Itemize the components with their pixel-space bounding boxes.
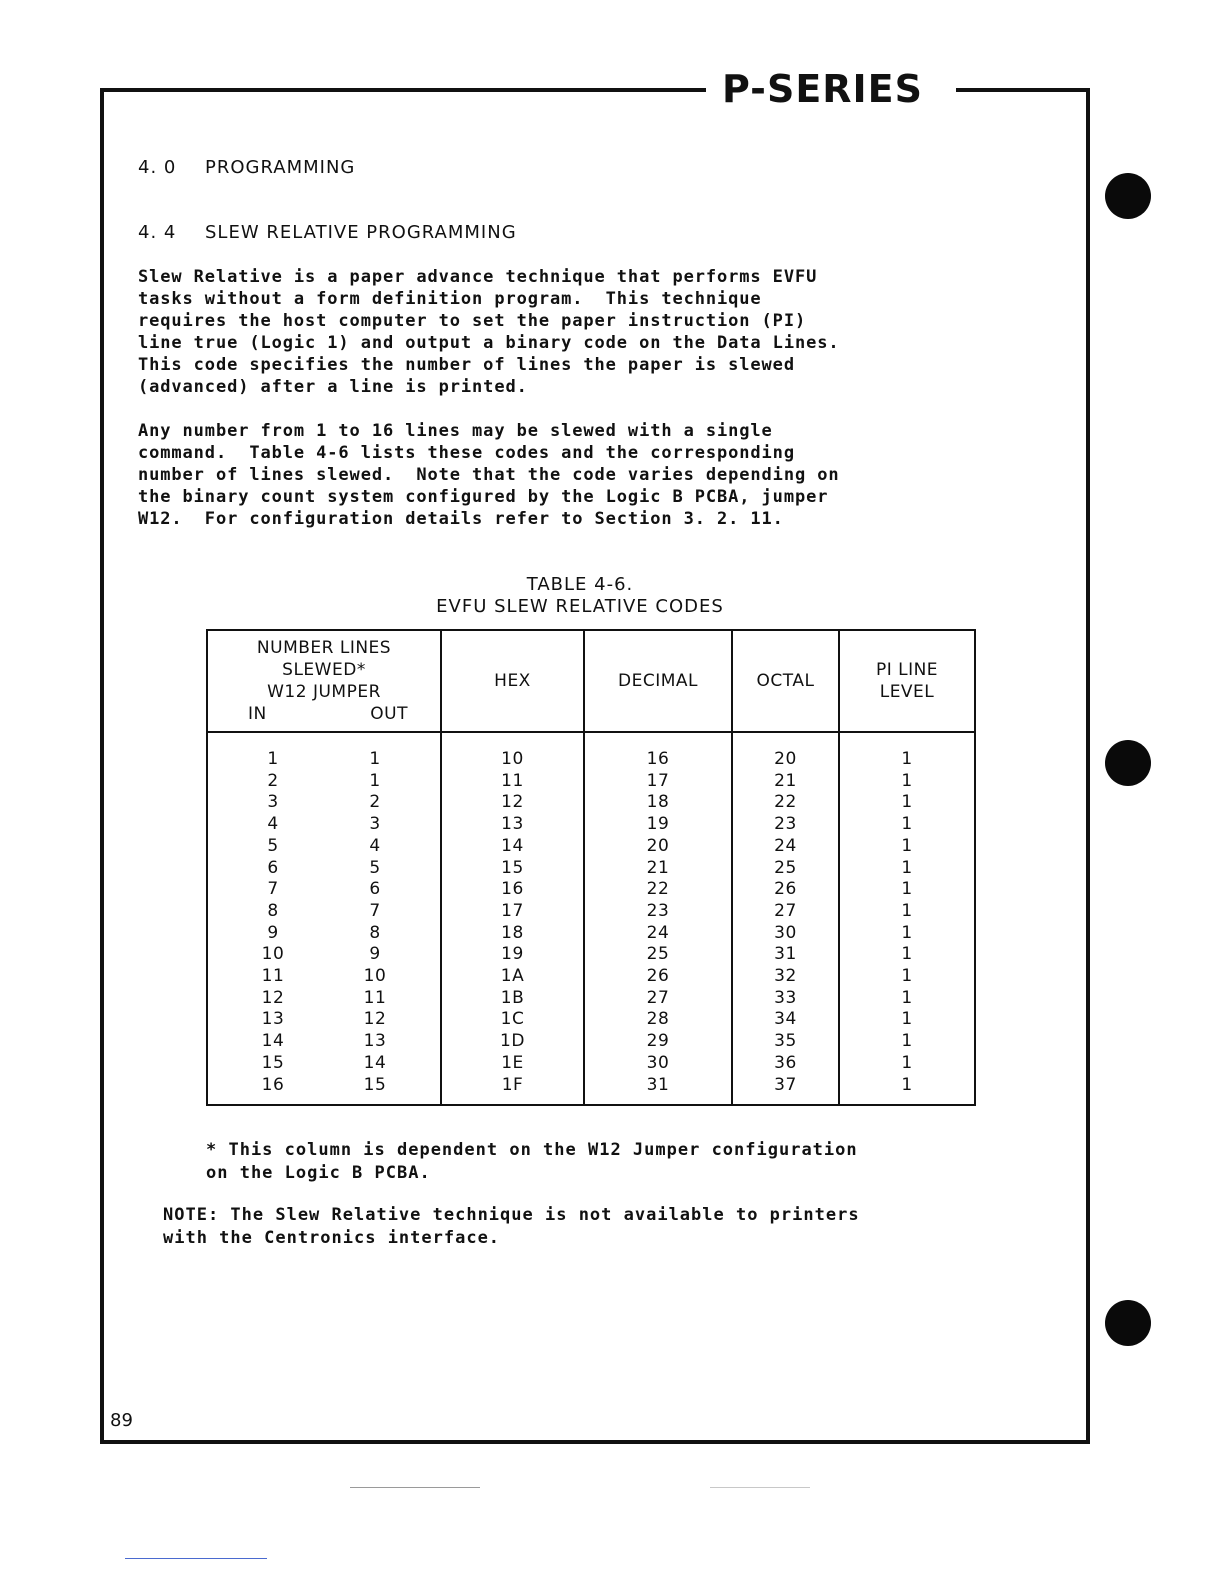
header-text: PI LINE [875, 660, 939, 680]
paragraph-intro [138, 266, 1018, 398]
table-cell-in: 1 [267, 749, 279, 769]
table-cell-octal: 31 [774, 944, 797, 965]
section-number: 4. 4 [138, 222, 177, 243]
table-cell-in: 9 [267, 922, 279, 943]
table-cell-decimal: 30 [646, 1052, 670, 1073]
table-cell-out: 14 [363, 1052, 387, 1073]
table-cell-hex: 1F [501, 1074, 524, 1095]
table-cell-octal: 35 [774, 1031, 797, 1052]
table-cell-decimal: 16 [646, 749, 670, 769]
table-cell-out: 7 [369, 900, 381, 921]
table-footnote [206, 1139, 1026, 1185]
table-cell-hex: 1E [501, 1052, 524, 1073]
table-cell-pi-level: 1 [901, 1052, 913, 1073]
scan-artifact-blue-line [125, 1558, 267, 1559]
table-cell-octal: 36 [774, 1052, 797, 1073]
table-cell-pi-level: 1 [901, 792, 913, 813]
table-cell-hex: 16 [501, 879, 524, 900]
table-cell-decimal: 17 [646, 770, 670, 791]
table-cell-out: 3 [369, 814, 381, 835]
table-cell-decimal: 27 [646, 987, 670, 1008]
note-line: NOTE: The Slew Relative technique is not available to printers [163, 1205, 860, 1225]
punch-hole-top [1105, 173, 1151, 219]
table-cell-decimal: 19 [646, 814, 670, 835]
paragraph-line: This code specifies the number of lines the paper is slewed [138, 355, 795, 375]
header-number-lines [207, 630, 441, 732]
header-text: SLEWED* [282, 660, 366, 680]
table-cell-octal: 27 [774, 900, 797, 921]
table-cell-out: 13 [363, 1031, 387, 1052]
table-caption [300, 574, 860, 618]
table-cell-out: 11 [363, 987, 387, 1008]
table-cell-out: 9 [369, 944, 381, 965]
table-caption-title: EVFU SLEW RELATIVE CODES [436, 596, 724, 617]
table-caption-number: TABLE 4-6. [526, 574, 634, 595]
table-cell-octal: 30 [774, 922, 797, 943]
footnote-line: * This column is dependent on the W12 Jumper configuration [206, 1140, 858, 1160]
column-octal [732, 732, 839, 1105]
column-decimal [584, 732, 732, 1105]
header-out: OUT [370, 704, 408, 724]
table-cell-in: 5 [267, 835, 279, 856]
table-cell-pi-level: 1 [901, 749, 913, 769]
table-cell-in: 13 [261, 1009, 285, 1030]
table-cell-octal: 26 [774, 879, 797, 900]
table-body-row [207, 732, 975, 1105]
table-cell-hex: 14 [501, 835, 524, 856]
punch-hole-middle [1105, 740, 1151, 786]
note-line: with the Centronics interface. [163, 1228, 501, 1248]
table-cell-in: 12 [261, 987, 285, 1008]
paragraph-line: (advanced) after a line is printed. [138, 377, 528, 397]
table-cell-out: 1 [369, 749, 381, 769]
table-cell-octal: 37 [774, 1074, 797, 1095]
paragraph-details [138, 420, 1018, 530]
table-cell-pi-level: 1 [901, 922, 913, 943]
table-cell-decimal: 24 [646, 922, 670, 943]
paragraph-line: requires the host computer to set the paper instruction (PI) [138, 311, 807, 331]
table-cell-decimal: 23 [646, 900, 670, 921]
column-hex [441, 732, 584, 1105]
header-text: LEVEL [879, 682, 935, 702]
punch-hole-bottom [1105, 1300, 1151, 1346]
table-cell-pi-level: 1 [901, 1074, 913, 1095]
paragraph-line: the binary count system configured by the Logic B PCBA, jumper [138, 487, 829, 507]
table-cell-octal: 33 [774, 987, 797, 1008]
table-cell-hex: 17 [501, 900, 524, 921]
table-header-row [207, 630, 975, 732]
table-cell-decimal: 31 [646, 1074, 670, 1095]
table-cell-pi-level: 1 [901, 900, 913, 921]
table-cell-in: 10 [261, 944, 285, 965]
table-cell-in: 14 [261, 1031, 285, 1052]
paragraph-line: W12. For configuration details refer to Section 3. 2. 11. [138, 509, 784, 529]
header-pi-line-level [839, 630, 975, 732]
table-cell-decimal: 26 [646, 966, 670, 987]
table-cell-pi-level: 1 [901, 1009, 913, 1030]
table-cell-pi-level: 1 [901, 966, 913, 987]
table-cell-out: 10 [363, 966, 387, 987]
table-cell-hex: 1C [500, 1009, 525, 1030]
table-cell-pi-level: 1 [901, 1031, 913, 1052]
evfu-codes-table [206, 629, 976, 1106]
section-heading-main [138, 157, 355, 179]
table-cell-hex: 1A [500, 966, 525, 987]
paragraph-line: command. Table 4-6 lists these codes and the corresponding [138, 443, 795, 463]
paragraph-line: Slew Relative is a paper advance technique that performs EVFU [138, 267, 818, 287]
table-cell-hex: 11 [501, 770, 524, 791]
table-cell-in: 8 [267, 900, 279, 921]
table-cell-octal: 24 [774, 835, 797, 856]
table-cell-in: 6 [267, 857, 279, 878]
table-cell-decimal: 28 [646, 1009, 670, 1030]
table-cell-pi-level: 1 [901, 770, 913, 791]
table-cell-out: 15 [363, 1074, 387, 1095]
paragraph-line: Any number from 1 to 16 lines may be slewed with a single [138, 421, 773, 441]
table-cell-out: 1 [369, 770, 381, 791]
table-cell-out: 5 [369, 857, 381, 878]
table-cell-pi-level: 1 [901, 879, 913, 900]
table-cell-octal: 23 [774, 814, 797, 835]
table-cell-pi-level: 1 [901, 835, 913, 856]
table-cell-in: 2 [267, 770, 279, 791]
header-decimal: DECIMAL [584, 630, 732, 732]
table-cell-in: 7 [267, 879, 279, 900]
column-number-lines [207, 732, 441, 1105]
table-cell-hex: 13 [501, 814, 524, 835]
table-cell-decimal: 22 [646, 879, 670, 900]
header-in: IN [248, 704, 267, 724]
column-pi-level [839, 732, 975, 1105]
table-cell-hex: 18 [501, 922, 524, 943]
table-cell-octal: 22 [774, 792, 797, 813]
table-cell-octal: 32 [774, 966, 797, 987]
table-cell-in: 4 [267, 814, 279, 835]
table-cell-pi-level: 1 [901, 857, 913, 878]
table-cell-hex: 1B [500, 987, 525, 1008]
table-cell-octal: 34 [774, 1009, 797, 1030]
table-cell-pi-level: 1 [901, 987, 913, 1008]
table-cell-out: 2 [369, 792, 381, 813]
page-number: 89 [110, 1410, 133, 1431]
table-cell-in: 11 [261, 966, 285, 987]
section-title: SLEW RELATIVE PROGRAMMING [205, 222, 517, 243]
table-cell-pi-level: 1 [901, 944, 913, 965]
table-cell-decimal: 25 [646, 944, 670, 965]
paragraph-line: tasks without a form definition program. This technique [138, 289, 762, 309]
table-cell-decimal: 20 [646, 835, 670, 856]
table-cell-in: 16 [261, 1074, 285, 1095]
section-title: PROGRAMMING [205, 157, 356, 178]
table-cell-decimal: 18 [646, 792, 670, 813]
table-cell-octal: 25 [774, 857, 797, 878]
paragraph-line: number of lines slewed. Note that the code varies depending on [138, 465, 840, 485]
section-number: 4. 0 [138, 157, 177, 178]
table-cell-hex: 15 [501, 857, 524, 878]
availability-note [163, 1204, 1043, 1250]
table-cell-in: 3 [267, 792, 279, 813]
header-text: W12 JUMPER [267, 682, 381, 702]
footnote-line: on the Logic B PCBA. [206, 1163, 431, 1183]
column-in [208, 733, 324, 1096]
header-octal: OCTAL [732, 630, 839, 732]
table-cell-in: 15 [261, 1052, 285, 1073]
paragraph-line: line true (Logic 1) and output a binary code on the Data Lines. [138, 333, 840, 353]
scan-artifact-line [350, 1487, 480, 1488]
table-cell-out: 8 [369, 922, 381, 943]
table-cell-octal: 20 [774, 749, 797, 769]
table-cell-hex: 1D [500, 1031, 525, 1052]
table-cell-hex: 12 [501, 792, 524, 813]
scan-artifact-line [710, 1487, 810, 1488]
table-cell-hex: 19 [501, 944, 524, 965]
table-cell-decimal: 21 [646, 857, 670, 878]
table-cell-octal: 21 [774, 770, 797, 791]
section-heading-sub [138, 222, 517, 244]
header-hex: HEX [441, 630, 584, 732]
table-cell-out: 4 [369, 835, 381, 856]
table-cell-decimal: 29 [646, 1031, 670, 1052]
header-text: NUMBER LINES [256, 638, 392, 658]
column-out [324, 733, 440, 1096]
table-cell-pi-level: 1 [901, 814, 913, 835]
table-cell-hex: 10 [501, 749, 524, 769]
page-header-title: P-SERIES [722, 67, 924, 111]
table-cell-out: 12 [363, 1009, 387, 1030]
table-cell-out: 6 [369, 879, 381, 900]
